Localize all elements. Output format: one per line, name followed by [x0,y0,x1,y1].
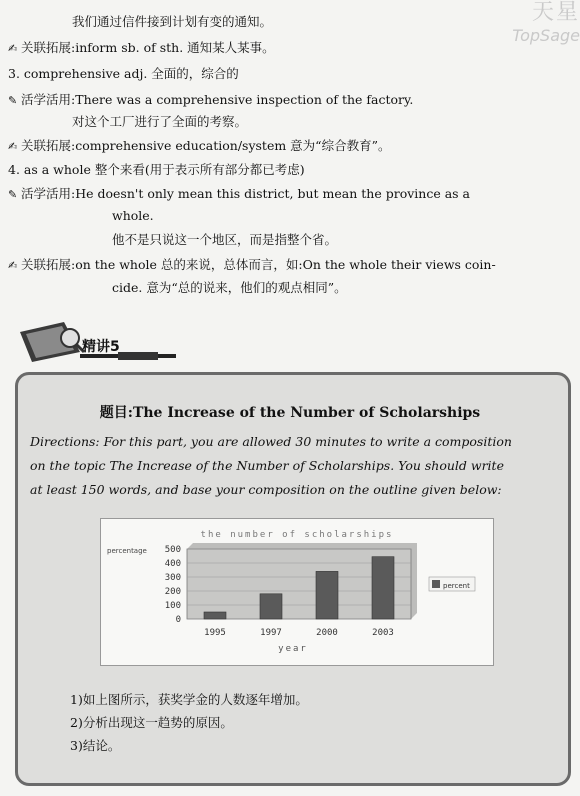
outline-item: 1)如上图所示，获奖学金的人数逐年增加。 [70,692,308,707]
watermark-cn: 天星 [531,0,580,25]
y-tick-label: 100 [164,601,181,611]
bar [372,557,394,619]
y-tick-label: 300 [164,573,181,583]
x-axis-label: year [278,644,308,654]
bar [316,571,338,619]
watermark [502,0,580,62]
directions-line: on the topic The Increase of the Number of Scholarships. You should write [30,458,504,473]
directions-line: Directions: For this part, you are allowed 30 minutes to write a composition [30,434,512,449]
bar [260,594,282,619]
legend-swatch [432,580,440,588]
bar [204,612,226,619]
x-tick-label: 1997 [260,628,282,638]
chart-title: the number of scholarships [200,530,394,540]
y-tick-label: 200 [164,587,181,597]
y-tick-label: 0 [175,615,181,625]
chart-frame [100,518,494,666]
y-axis-label: percentage [107,547,147,555]
y-tick-label: 500 [164,545,181,555]
text-line: 对这个工厂进行了全面的考察。 [72,114,248,129]
bar-chart [101,519,493,665]
pen-icon: ✎ [8,188,18,201]
y-tick-label: 400 [164,559,181,569]
outline-item: 2)分析出现这一趋势的原因。 [70,715,233,730]
pen-icon: ✍ [8,42,18,55]
text-line: whole. [112,208,154,223]
x-tick-label: 1995 [204,628,226,638]
text-line: 他不是只说这一个地区，而是指整个省。 [112,232,338,247]
text-line: 我们通过信件接到计划有变的通知。 [72,14,273,29]
text-line: ✎ 活学活用:He doesn't only mean this district, but mean the province as a [8,186,470,201]
vocab-item: 4. as a whole 整个来看(用于表示所有部分都已考虑) [8,162,305,177]
vocab-item: 3. comprehensive adj. 全面的，综合的 [8,66,239,81]
text-line: ✎ 活学活用:There was a comprehensive inspection of the factory. [8,92,414,107]
outline-item: 3)结论。 [70,738,121,753]
directions-line: at least 150 words, and base your composition on the outline given below: [30,482,502,497]
watermark-en: TopSage [512,26,580,45]
x-tick-label: 2003 [372,628,394,638]
text-line: cide. 意为“总的说来，他们的观点相同”。 [112,280,347,295]
legend-label: percent [443,582,470,590]
text-line: ✍ 关联拓展:on the whole 总的来说，总体而言，如:On the whole their views coin- [8,257,496,272]
text-line: ✍ 关联拓展:inform sb. of sth. 通知某人某事。 [8,40,275,55]
pen-icon: ✎ [8,94,18,107]
text-line: ✍ 关联拓展:comprehensive education/system 意为“综合教育”。 [8,138,391,153]
section-title: 精讲5 [82,339,120,355]
pen-icon: ✍ [8,140,18,153]
task-title: 题目:The Increase of the Number of Scholarships [99,405,481,421]
x-tick-label: 2000 [316,628,338,638]
pen-icon: ✍ [8,259,18,272]
